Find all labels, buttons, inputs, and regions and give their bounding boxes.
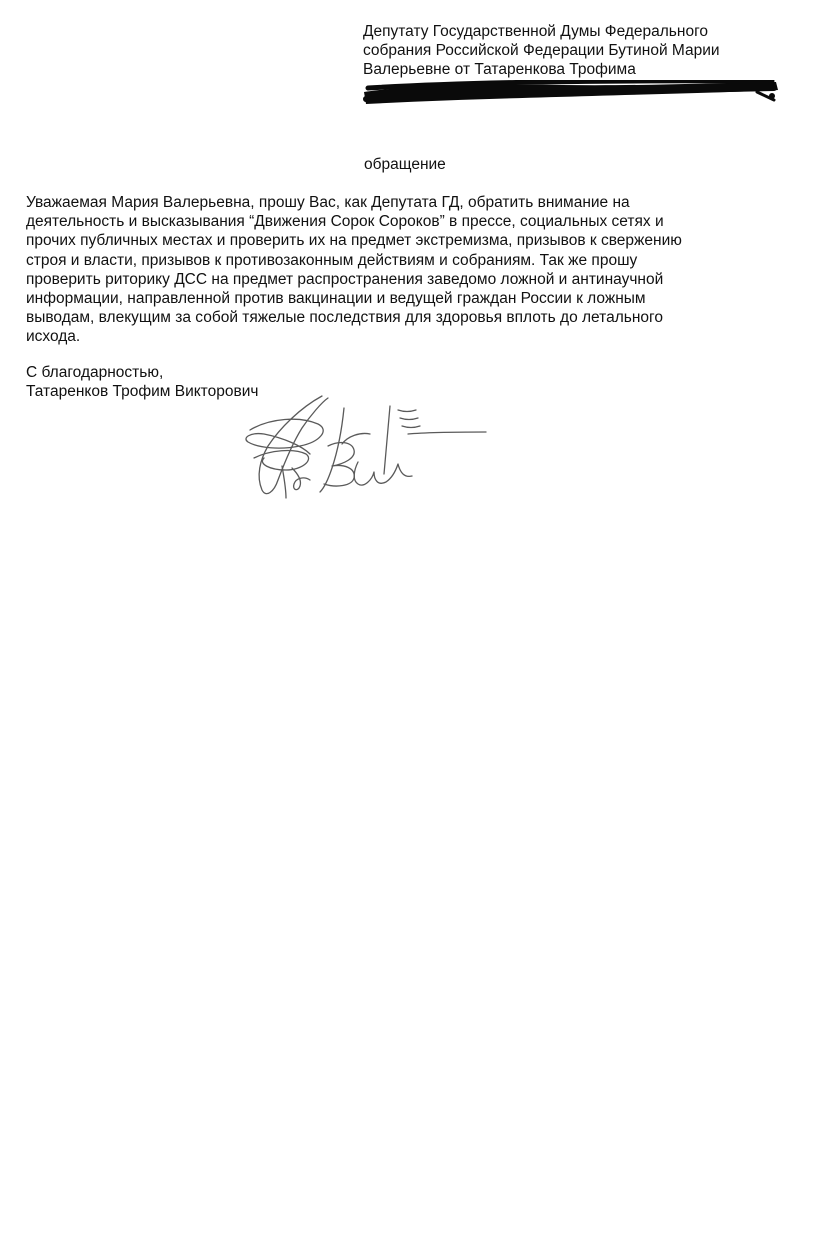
redaction-mark [362, 80, 780, 106]
handwritten-signature [240, 388, 495, 506]
addressee-line: Депутату Государственной Думы Федерального [363, 23, 708, 40]
document-title: обращение [364, 156, 446, 173]
body-line: прочих публичных местах и проверить их на предмет экстремизма, призывов к свержению [26, 232, 682, 250]
body-line: деятельность и высказывания “Движения Сорок Сороков” в прессе, социальных сетях и [26, 213, 664, 231]
addressee-block [363, 22, 803, 79]
body-line: исхода. [26, 328, 81, 346]
signer-name: Татаренков Трофим Викторович [26, 383, 259, 401]
body-line: строя и власти, призывов к противозаконным действиям и собраниям. Так же прошу [26, 251, 638, 269]
body-line: Уважаемая Мария Валерьевна, прошу Вас, как Депутата ГД, обратить внимание на [26, 194, 630, 211]
letter-body [26, 193, 816, 347]
addressee-line: Валерьевне от Татаренкова Трофима [363, 61, 636, 78]
body-line: информации, направленной против вакцинации и ведущей граждан России к ложным [26, 290, 646, 308]
closing-salutation: С благодарностью, [26, 364, 164, 381]
closing-block [26, 363, 258, 401]
body-line: проверить риторику ДСС на предмет распространения заведомо ложной и антинаучной [26, 270, 664, 288]
addressee-line: собрания Российской Федерации Бутиной Марии [363, 42, 720, 59]
body-line: выводам, влекущим за собой тяжелые последствия для здоровья вплоть до летального [26, 309, 663, 327]
